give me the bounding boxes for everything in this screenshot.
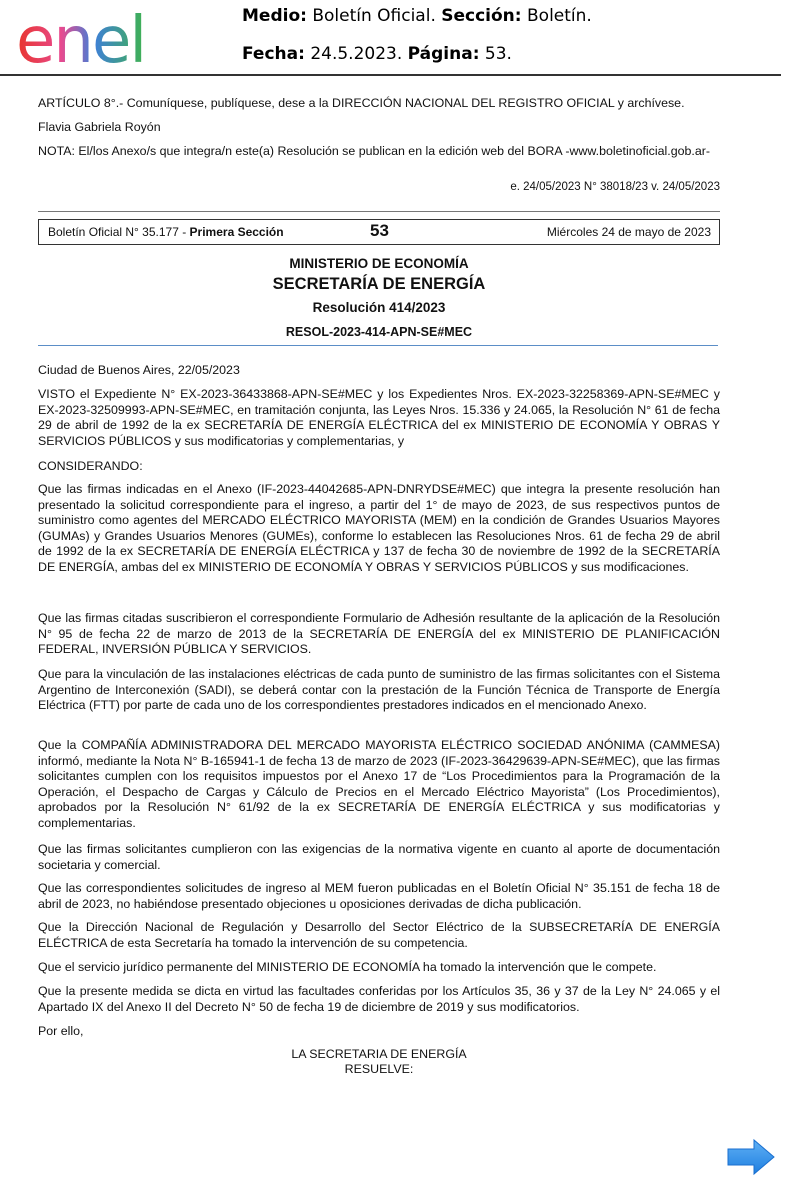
seccion-label: Sección:: [441, 6, 522, 26]
anexo-note: NOTA: El/los Anexo/s que integra/n este(a) Resolución se publican en la edición web del BORA -www.boletinoficial.gob.ar-: [38, 144, 710, 158]
considerando-paragraph-7: Que la Dirección Nacional de Regulación y Desarrollo del Sector Eléctrico de la SUBSECRETARÍA DE ENERGÍA ELÉCTRICA de esta Secretaría ha tomado la intervención de su competencia.: [38, 920, 720, 950]
bulletin-number: [48, 225, 284, 239]
title-divider: [38, 345, 718, 346]
header-medio-line: [242, 6, 592, 26]
bulletin-page-number: 53: [370, 221, 389, 240]
secretaria-heading: SECRETARÍA DE ENERGÍA: [272, 275, 486, 293]
header-fecha-line: [242, 44, 512, 64]
bulletin-number-text: Boletín Oficial N° 35.177 -: [48, 225, 190, 239]
bulletin-header-box: [38, 219, 720, 245]
signatory-name: Flavia Gabriela Royón: [38, 120, 161, 134]
svg-text:enel: enel: [16, 4, 146, 70]
pagina-value: 53.: [484, 44, 512, 64]
enel-logo: [14, 4, 184, 70]
section-divider: [38, 211, 720, 212]
page-header: [0, 0, 800, 76]
header-divider: [0, 74, 781, 76]
considerando-heading: CONSIDERANDO:: [38, 459, 143, 473]
considerando-paragraph-1: Que las firmas indicadas en el Anexo (IF-2023-44042685-APN-DNRYDSE#MEC) que integra la presente resolución han presentado la solicitud correspondiente para el ingreso, a partir del 1° de mayo de 2023, de sus respectivos puntos de suministro como agentes del MERCADO ELÉCTRICO MAYORISTA (MEM) en la condición de Grandes Usuarios Mayores (GUMAs) y Grandes Usuarios Menores (GUMEs), conforme lo establecen las Resoluciones Nros. 61 de fecha 29 de abril de 1992 de la ex SECRETARÍA DE ENERGÍA ELÉCTRICA y 137 de fecha 30 de noviembre de 1992 de la SECRETARÍA DE ENERGÍA, ambas del ex MINISTERIO DE ECONOMÍA Y OBRAS Y SERVICIOS PÚBLICOS y sus modificaciones.: [38, 482, 720, 574]
fecha-value: 24.5.2023.: [310, 44, 403, 64]
considerando-paragraph-4: Que la COMPAÑÍA ADMINISTRADORA DEL MERCADO MAYORISTA ELÉCTRICO SOCIEDAD ANÓNIMA (CAMMESA) informó, mediante la Nota N° B-165941-1 de fecha 13 de marzo de 2023 (IF-2023-36429639-APN-SE#MEC), que las firmas solicitantes cumplen con los requisitos impuestos por el Anexo 17 de “Los Procedimientos para la Programación de la Operación, el Despacho de Cargas y Cálculo de Precios en el Mercado Eléctrico Mayorista” (Los Procedimientos), aprobados por la Resolución N° 61/92 de la ex SECRETARÍA DE ENERGÍA ELÉCTRICA y sus modificatorias y complementarias.: [38, 738, 720, 830]
ministerio-heading: MINISTERIO DE ECONOMÍA: [289, 256, 469, 271]
arrow-right-icon[interactable]: [726, 1138, 776, 1176]
medio-value: Boletín Oficial.: [312, 6, 436, 26]
considerando-paragraph-8: Que el servicio jurídico permanente del MINISTERIO DE ECONOMÍA ha tomado la intervención que le compete.: [38, 960, 657, 974]
seccion-value: Boletín.: [527, 6, 592, 26]
fecha-label: Fecha:: [242, 44, 305, 64]
considerando-paragraph-2: Que las firmas citadas suscribieron el correspondiente Formulario de Adhesión resultante de la aplicación de la Resolución N° 95 de fecha 22 de marzo de 2013 de la SECRETARÍA DE ENERGÍA del ex MINISTERIO DE PLANIFICACIÓN FEDERAL, INVERSIÓN PÚBLICA Y SERVICIOS.: [38, 611, 720, 656]
resolution-code: RESOL-2023-414-APN-SE#MEC: [285, 325, 473, 339]
bulletin-date: Miércoles 24 de mayo de 2023: [546, 225, 711, 239]
considerando-paragraph-3: Que para la vinculación de las instalaciones eléctricas de cada punto de suministro de las firmas solicitantes con el Sistema Argentino de Interconexión (SADI), se deberá contar con la prestación de la Función Técnica de Transporte de Energía Eléctrica (FTT) por parte de cada uno de los correspondientes prestadores indicados en el mencionado Anexo.: [38, 667, 720, 712]
por-ello: Por ello,: [38, 1024, 84, 1038]
considerando-paragraph-6: Que las correspondientes solicitudes de ingreso al MEM fueron publicadas en el Boletín Oficial N° 35.151 de fecha 18 de abril de 2023, no habiéndose presentado objeciones u oposiciones derivadas de dicha publicación.: [38, 881, 720, 911]
resolution-title: Resolución 414/2023: [312, 300, 446, 315]
resuelve-heading: RESUELVE:: [344, 1062, 414, 1076]
articulo-8: ARTÍCULO 8°.- Comuníquese, publíquese, dese a la DIRECCIÓN NACIONAL DEL REGISTRO OFICIAL y archívese.: [38, 96, 685, 110]
medio-label: Medio:: [242, 6, 307, 26]
visto-paragraph: VISTO el Expediente N° EX-2023-36433868-APN-SE#MEC y los Expedientes Nros. EX-2023-32258369-APN-SE#MEC y EX-2023-32509993-APN-SE#MEC, en tramitación conjunta, las Leyes Nros. 15.336 y 24.065, la Resolución N° 61 de fecha 29 de abril de 1992 de la ex SECRETARÍA DE ENERGÍA ELÉCTRICA del ex MINISTERIO DE ECONOMÍA Y OBRAS Y SERVICIOS PÚBLICOS y sus modificatorias y complementarias, y: [38, 387, 720, 448]
secretaria-signature-heading: LA SECRETARIA DE ENERGÍA: [291, 1047, 467, 1061]
considerando-paragraph-5: Que las firmas solicitantes cumplieron con las exigencias de la normativa vigente en cuanto al aporte de documentación societaria y comercial.: [38, 842, 720, 872]
bulletin-section: Primera Sección: [189, 225, 284, 239]
pagina-label: Página:: [407, 44, 480, 64]
considerando-paragraph-9: Que la presente medida se dicta en virtud las facultades conferidas por los Artículos 35, 36 y 37 de la Ley N° 24.065 y el Apartado IX del Anexo II del Decreto N° 50 de fecha 19 de diciembre de 2019 y sus modificatorios.: [38, 984, 720, 1014]
city-date: Ciudad de Buenos Aires, 22/05/2023: [38, 363, 240, 377]
publication-ref: e. 24/05/2023 N° 38018/23 v. 24/05/2023: [510, 181, 720, 193]
